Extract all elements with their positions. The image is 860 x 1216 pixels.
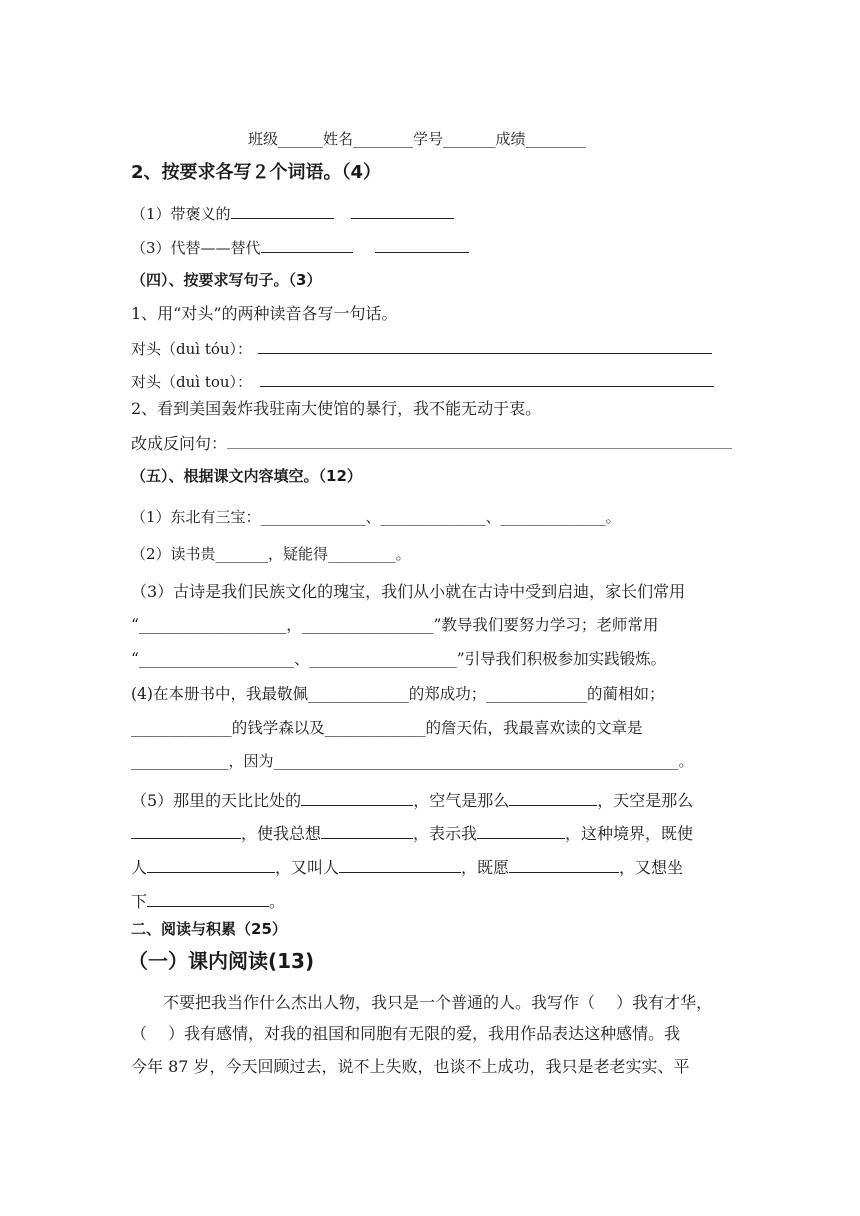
text: ，空气是那么 bbox=[413, 791, 510, 810]
score-field[interactable]: ________ bbox=[525, 130, 586, 148]
sec4-q1a bbox=[131, 338, 712, 359]
fill-blank[interactable]: ___________________ bbox=[309, 650, 457, 668]
sec4-q1a-label: 对头（duì tóu）： bbox=[131, 340, 253, 358]
text: ，疑能得 bbox=[268, 545, 329, 563]
text: ， bbox=[286, 616, 302, 634]
sec5-l3: （3）古诗是我们民族文化的瑰宝，我们从小就在古诗中受到启迪，家长们常用 bbox=[131, 582, 686, 601]
sec4-q1: 1、用“对头”的两种读音各写一句话。 bbox=[131, 304, 398, 323]
fill-blank[interactable]: _____________ bbox=[486, 685, 587, 703]
passage-line-2: （ ）我有感情，对我的祖国和同胞有无限的爱，我用作品表达这种感情。我 bbox=[131, 1024, 681, 1043]
fill-blank[interactable]: _________ bbox=[328, 545, 396, 563]
part2-title: 二、阅读与积累（25） bbox=[131, 920, 287, 938]
text: ，表示我 bbox=[413, 824, 478, 843]
text: 、 bbox=[365, 508, 381, 526]
name-label: 姓名 bbox=[323, 130, 354, 148]
fill-blank[interactable] bbox=[477, 823, 565, 839]
fill-blank[interactable]: _____________ bbox=[324, 719, 426, 737]
text: 的蔺相如； bbox=[586, 685, 665, 703]
fill-blank[interactable]: _____________ bbox=[131, 719, 232, 737]
text: ，因为 bbox=[228, 752, 274, 770]
text: ，使我总想 bbox=[241, 824, 322, 843]
fill-blank[interactable] bbox=[509, 790, 597, 806]
answer-blank[interactable] bbox=[231, 203, 334, 219]
text: 。 bbox=[678, 752, 694, 770]
text: “ bbox=[131, 650, 139, 668]
sec5-l12 bbox=[131, 891, 285, 912]
student-id-label: 学号 bbox=[413, 130, 444, 148]
sec5-l7 bbox=[131, 718, 643, 738]
sentence-blank[interactable] bbox=[258, 338, 712, 354]
fill-blank[interactable]: _______ bbox=[215, 545, 269, 563]
text: 的詹天佑，我最喜欢读的文章是 bbox=[425, 719, 643, 737]
sec4-q1b bbox=[131, 371, 714, 392]
answer-blank[interactable] bbox=[261, 237, 353, 253]
text: ，天空是那么 bbox=[597, 791, 694, 810]
fill-blank[interactable] bbox=[147, 891, 269, 907]
fill-blank[interactable] bbox=[321, 823, 413, 839]
text: 的钱学森以及 bbox=[231, 719, 325, 737]
sec5-l9 bbox=[131, 790, 693, 811]
fill-blank[interactable] bbox=[509, 857, 619, 873]
passage-line-1: 不要把我当作什么杰出人物，我只是一个普通的人。我写作（ ）我有才华， bbox=[163, 993, 713, 1012]
fill-blank[interactable]: _________________ bbox=[301, 616, 434, 634]
text: （1）东北有三宝： bbox=[131, 508, 261, 526]
text: 下 bbox=[131, 892, 148, 911]
class-field[interactable]: ______ bbox=[278, 130, 324, 148]
text: 、 bbox=[293, 650, 310, 668]
sec5-l11 bbox=[131, 857, 683, 878]
sec5-l5 bbox=[131, 649, 666, 669]
fill-blank[interactable] bbox=[147, 857, 275, 873]
words-q3 bbox=[131, 237, 469, 258]
sec4-q2a bbox=[131, 433, 732, 454]
rhetorical-question-blank[interactable] bbox=[227, 433, 732, 449]
fill-blank[interactable]: ______________ bbox=[380, 508, 486, 526]
text: ，又想坐 bbox=[619, 858, 684, 877]
fill-blank[interactable]: _____________ bbox=[307, 685, 409, 703]
fill-blank[interactable]: ____________________ bbox=[138, 650, 294, 668]
text: ”教导我们要努力学习；老师常用 bbox=[433, 616, 659, 634]
answer-blank[interactable] bbox=[351, 203, 454, 219]
class-label: 班级 bbox=[248, 130, 279, 148]
sec4-q2: 2、看到美国轰炸我驻南大使馆的暴行，我不能无动于衷。 bbox=[131, 399, 542, 418]
text: ，既愿 bbox=[461, 858, 510, 877]
text: （2）读书贵 bbox=[131, 545, 216, 563]
text: 的郑成功； bbox=[408, 685, 487, 703]
text: 、 bbox=[485, 508, 501, 526]
text: (4)在本册书中，我最敬佩 bbox=[131, 685, 308, 703]
sentence-blank[interactable] bbox=[260, 371, 714, 387]
passage-line-3: 今年 87 岁，今天回顾过去，说不上失败，也谈不上成功，我只是老老实实、平 bbox=[131, 1057, 690, 1076]
score-label: 成绩 bbox=[495, 130, 526, 148]
name-field[interactable]: ________ bbox=[353, 130, 414, 148]
text: 。 bbox=[605, 508, 621, 526]
sec5-l4 bbox=[131, 615, 658, 635]
sec5-l6 bbox=[131, 684, 665, 704]
text: ，又叫人 bbox=[275, 858, 340, 877]
words-q3-label: （3）代替——替代 bbox=[131, 239, 261, 257]
sec5-l10 bbox=[131, 823, 693, 844]
text: （5）那里的天比比处的 bbox=[131, 791, 302, 810]
fill-blank[interactable]: ______________ bbox=[500, 508, 606, 526]
part2-subtitle: （一）课内阅读(13) bbox=[128, 949, 315, 973]
fill-blank[interactable]: ______________ bbox=[260, 508, 366, 526]
student-id-field[interactable]: _______ bbox=[443, 130, 496, 148]
fill-blank[interactable] bbox=[131, 823, 241, 839]
section4-title: （四）、按要求写句子。（3） bbox=[131, 271, 322, 289]
fill-blank[interactable]: _____________ bbox=[131, 752, 229, 770]
fill-blank[interactable] bbox=[339, 857, 461, 873]
sec4-q2a-label: 改成反问句： bbox=[131, 434, 228, 453]
words-q1-label: （1）带褒义的 bbox=[131, 205, 231, 223]
text: 。 bbox=[269, 892, 286, 911]
text: 人 bbox=[131, 858, 148, 877]
section-words-title: 2、按要求各写２个词语。（4） bbox=[131, 162, 382, 183]
text: ”引导我们积极参加实践锻炼。 bbox=[456, 650, 667, 668]
fill-blank[interactable]: ___________________ bbox=[138, 616, 287, 634]
sec4-q1b-label: 对头（duì tou）： bbox=[131, 373, 253, 391]
text: “ bbox=[131, 616, 139, 634]
section5-title: （五）、根据课文内容填空。（12） bbox=[131, 467, 362, 485]
sec5-l2 bbox=[131, 544, 411, 564]
text: ，这种境界，既使 bbox=[565, 824, 694, 843]
words-q1 bbox=[131, 203, 454, 224]
sec5-l8 bbox=[131, 751, 694, 771]
student-info-line bbox=[248, 129, 586, 149]
sec5-l1 bbox=[131, 507, 621, 527]
text: 。 bbox=[395, 545, 411, 563]
fill-blank[interactable] bbox=[301, 790, 413, 806]
answer-blank[interactable] bbox=[375, 237, 469, 253]
fill-blank[interactable]: ______________________________________________________ bbox=[273, 752, 679, 770]
